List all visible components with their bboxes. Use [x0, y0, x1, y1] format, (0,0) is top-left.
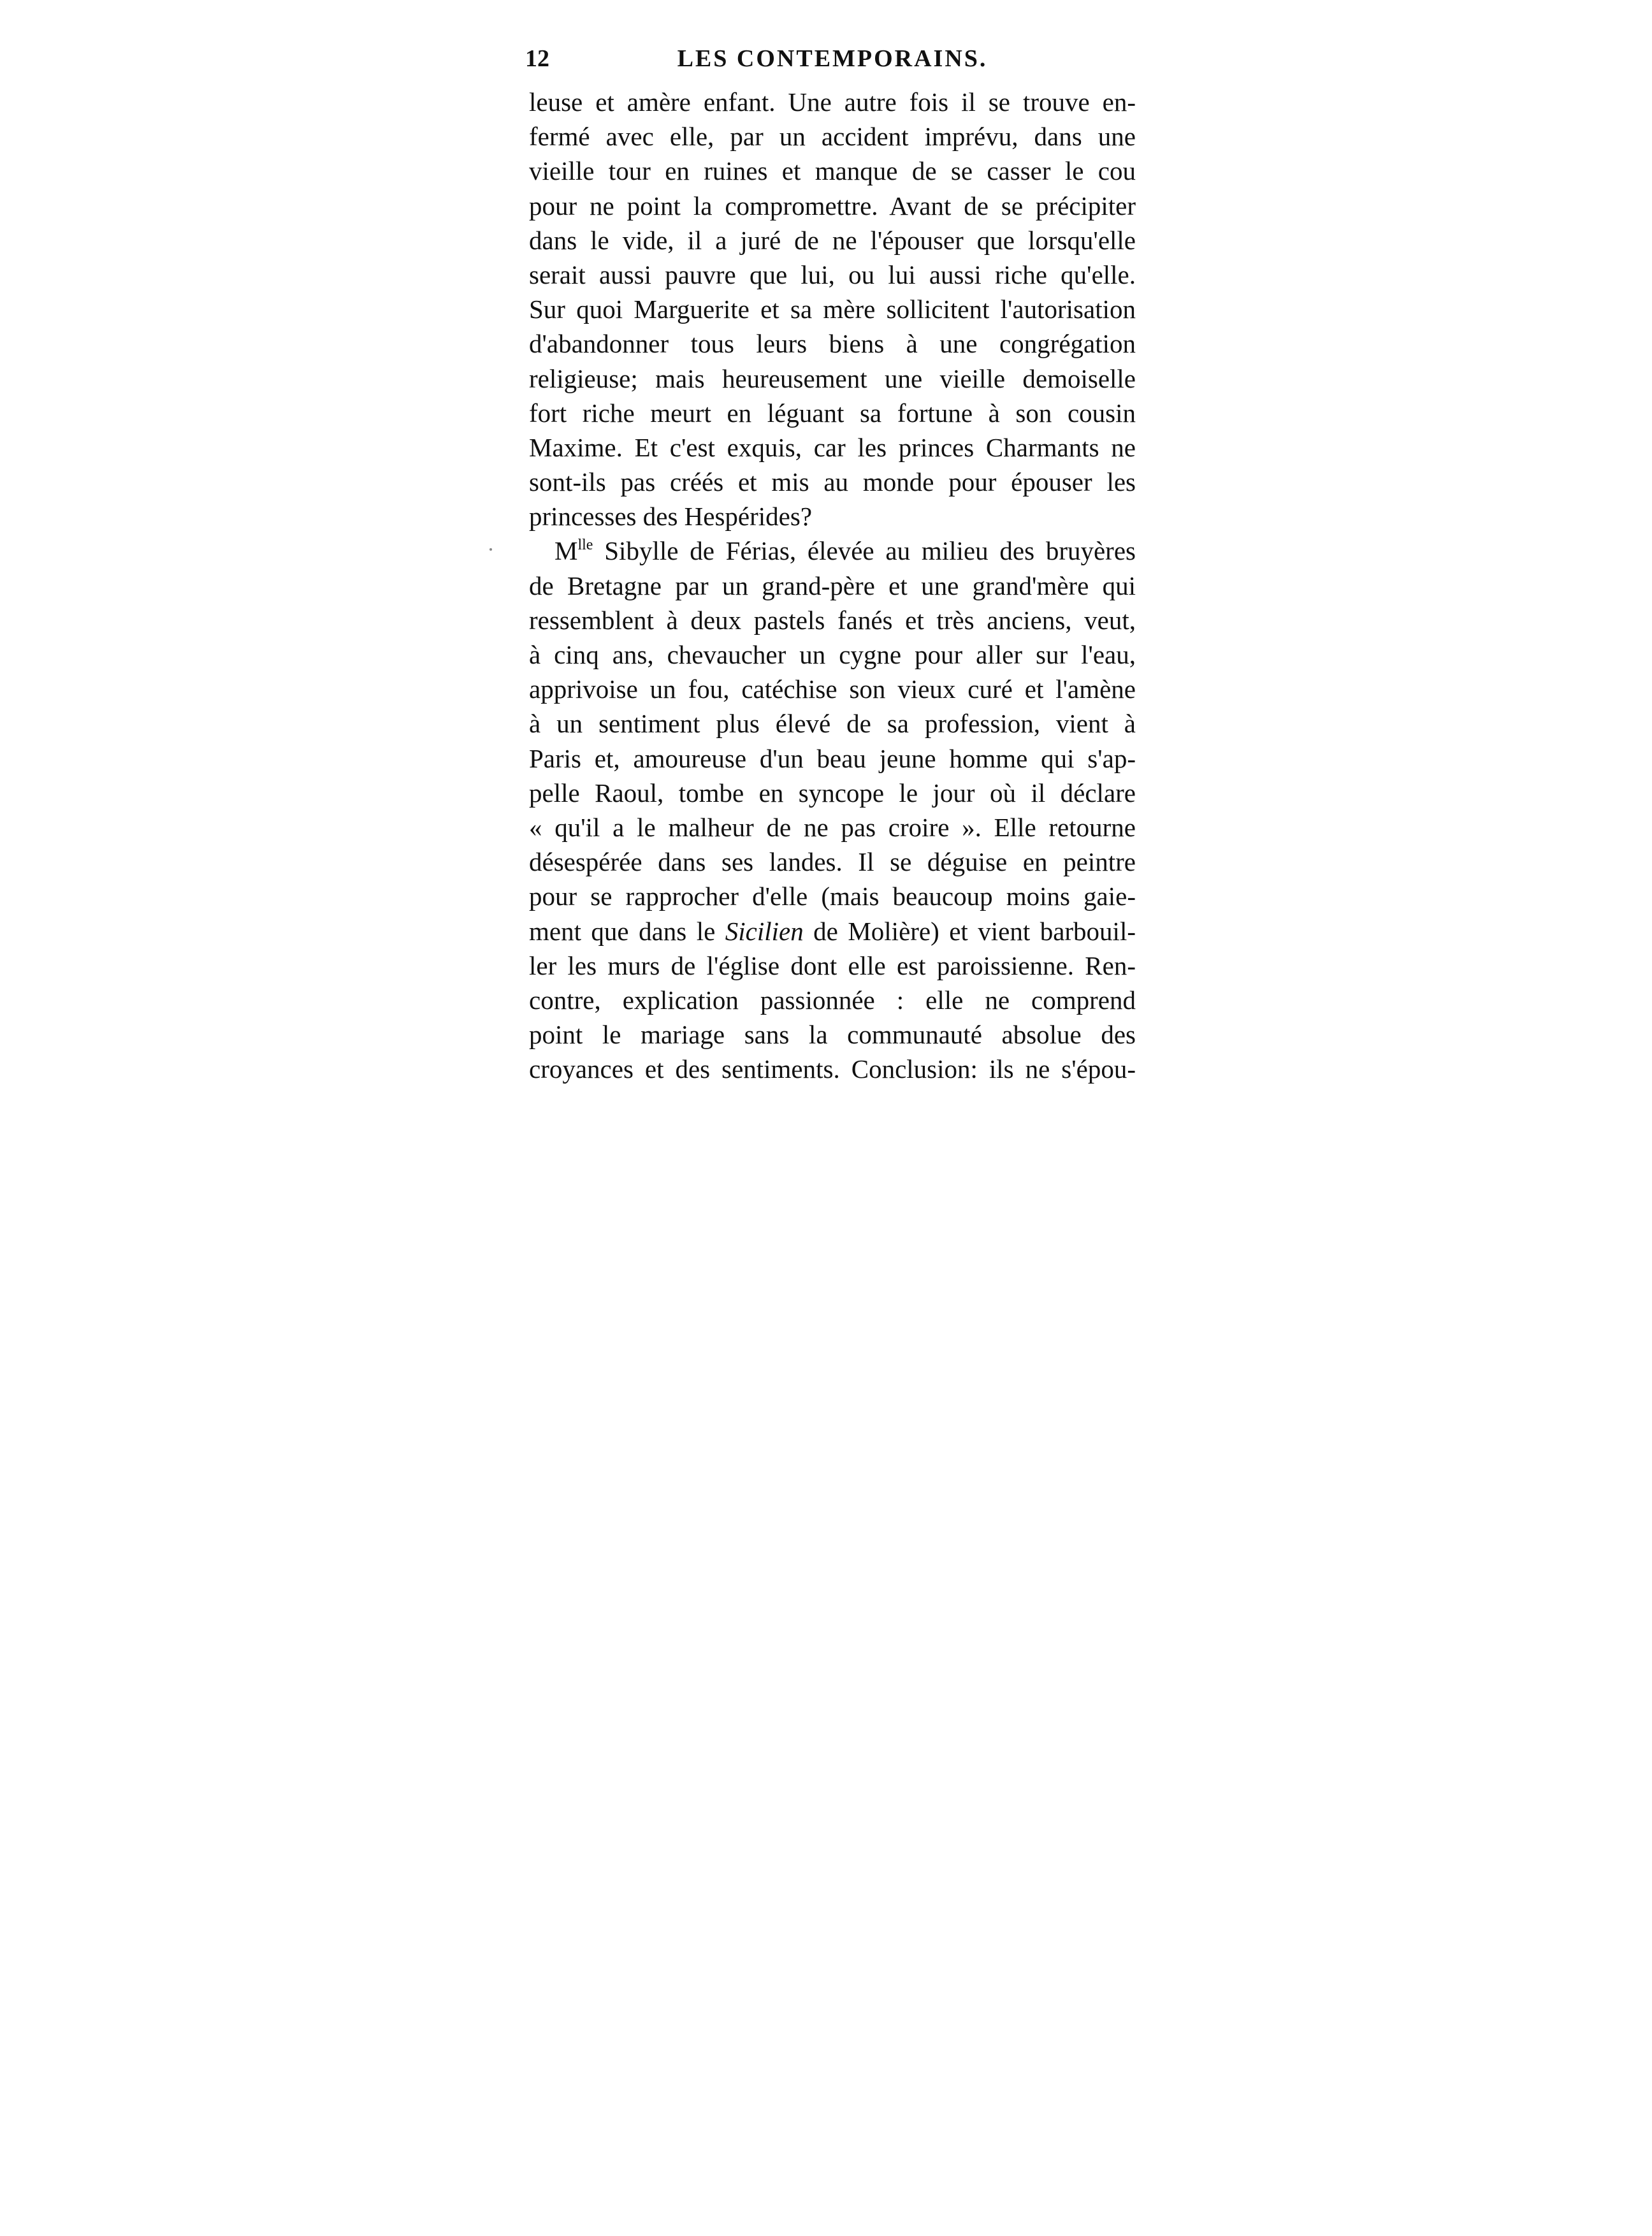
text-line: pour ne point la compromettre. Avant de se précipiter	[529, 191, 1136, 221]
text-line: dans le vide, il a juré de ne l'épouser que lorsqu'elle	[529, 225, 1136, 255]
page-header	[525, 40, 1140, 78]
text-line: d'abandonner tous leurs biens à une congrégation	[529, 329, 1136, 359]
text-segment: de Molière) et vient barbouil-	[803, 916, 1136, 946]
text-line: de Bretagne par un grand-père et une grand'mère qui	[529, 570, 1136, 600]
text-line	[529, 534, 1136, 568]
text-line: pelle Raoul, tombe en syncope le jour où il déclare	[529, 778, 1136, 808]
scan-speck	[489, 548, 492, 551]
text-line: Sur quoi Marguerite et sa mère sollicitent l'autorisation	[529, 294, 1136, 324]
text-line: fort riche meurt en léguant sa fortune à son cousin	[529, 398, 1136, 428]
text-segment: M	[554, 536, 578, 566]
text-line: leuse et amère enfant. Une autre fois il se trouve en-	[529, 87, 1136, 117]
text-line: désespérée dans ses landes. Il se déguise en peintre	[529, 847, 1136, 877]
text-line: religieuse; mais heureusement une vieille demoiselle	[529, 363, 1136, 393]
page-number: 12	[525, 45, 549, 72]
text-line: contre, explication passionnée : elle ne comprend	[529, 985, 1136, 1015]
text-line: croyances et des sentiments. Conclusion: ils ne s'épou-	[529, 1054, 1136, 1084]
text-line: pour se rapprocher d'elle (mais beaucoup moins gaie-	[529, 882, 1136, 911]
text-line: apprivoise un fou, catéchise son vieux curé et l'amène	[529, 674, 1136, 704]
italic-title: Sicilien	[725, 916, 804, 946]
text-line: à un sentiment plus élevé de sa profession, vient à	[529, 709, 1136, 739]
text-line: point le mariage sans la communauté absolue des	[529, 1020, 1136, 1050]
text-line: princesses des Hespérides?	[529, 502, 813, 532]
text-line: à cinq ans, chevaucher un cygne pour aller sur l'eau,	[529, 640, 1136, 669]
paragraph	[529, 534, 1136, 1086]
text-line: vieille tour en ruines et manque de se casser le cou	[529, 156, 1136, 186]
superscript: lle	[577, 537, 593, 554]
running-title: LES CONTEMPORAINS.	[677, 45, 988, 72]
text-line: Paris et, amoureuse d'un beau jeune homme qui s'ap-	[529, 743, 1136, 773]
text-segment: ment que dans le	[529, 916, 725, 946]
text-line: ressemblent à deux pastels fanés et très anciens, veut,	[529, 605, 1136, 635]
text-line: sont-ils pas créés et mis au monde pour épouser les	[529, 467, 1136, 497]
text-segment: Sibylle de Férias, élevée au milieu des bruyères	[593, 536, 1136, 566]
text-line: « qu'il a le malheur de ne pas croire ». Elle retourne	[529, 812, 1136, 842]
text-line: ler les murs de l'église dont elle est paroissienne. Ren-	[529, 950, 1136, 980]
text-line: fermé avec elle, par un accident imprévu, dans une	[529, 122, 1136, 152]
text-line: Maxime. Et c'est exquis, car les princes Charmants ne	[529, 432, 1136, 462]
text-line	[529, 914, 1136, 948]
paragraph	[529, 85, 1136, 534]
text-line: serait aussi pauvre que lui, ou lui aussi riche qu'elle.	[529, 259, 1136, 289]
body-text	[529, 85, 1136, 1086]
